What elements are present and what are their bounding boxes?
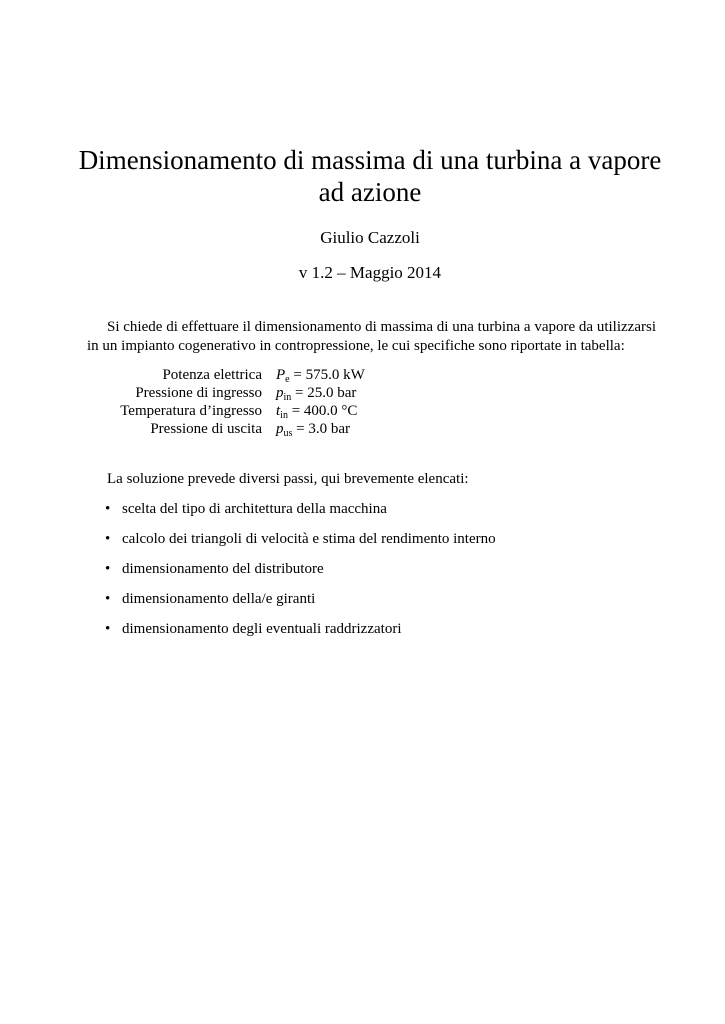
bullet-icon: • xyxy=(105,561,111,577)
bullet-icon: • xyxy=(105,621,111,637)
version-date: v 1.2 – Maggio 2014 xyxy=(298,263,442,282)
bullet-icon: • xyxy=(105,501,111,517)
list-item xyxy=(105,530,496,560)
spec-value: = 575.0 kW xyxy=(293,367,365,383)
spec-symbol: p xyxy=(276,385,284,401)
spec-value: = 400.0 °C xyxy=(291,403,358,419)
spec-value-cell xyxy=(276,366,365,384)
list-item xyxy=(105,500,496,530)
spec-subscript: in xyxy=(283,392,292,403)
spec-symbol: P xyxy=(276,367,286,383)
list-item xyxy=(105,620,496,650)
spec-subscript: in xyxy=(280,410,288,421)
spec-value-cell xyxy=(276,384,365,402)
spec-value: = 3.0 bar xyxy=(296,421,351,437)
solution-intro: La soluzione prevede diversi passi, qui brevemente elencati: xyxy=(107,471,469,487)
steps-list xyxy=(105,500,496,650)
author-name: Giulio Cazzoli xyxy=(320,228,420,247)
spec-row xyxy=(100,366,365,384)
spec-symbol: p xyxy=(276,421,284,437)
spec-row xyxy=(100,402,365,420)
spec-label: Temperatura d’ingresso xyxy=(120,403,262,419)
spec-label: Pressione di ingresso xyxy=(135,385,262,401)
title-line-1: Dimensionamento di massima di una turbina a vapore xyxy=(78,145,662,175)
spec-value: = 25.0 bar xyxy=(295,385,357,401)
spec-value-cell xyxy=(276,420,365,438)
document-title xyxy=(60,144,680,208)
step-text: scelta del tipo di architettura della macchina xyxy=(122,501,387,517)
spec-symbol: t xyxy=(276,403,281,419)
bullet-icon: • xyxy=(105,591,111,607)
list-item xyxy=(105,560,496,590)
title-line-2: ad azione xyxy=(318,177,422,207)
step-text: dimensionamento del distributore xyxy=(122,561,324,577)
spec-row xyxy=(100,384,365,402)
spec-value-cell xyxy=(276,402,365,420)
step-text: dimensionamento degli eventuali raddrizzatori xyxy=(122,621,402,637)
step-text: dimensionamento della/e giranti xyxy=(122,591,316,607)
specs-table xyxy=(100,366,365,438)
bullet-icon: • xyxy=(105,531,111,547)
spec-label: Potenza elettrica xyxy=(162,367,262,383)
spec-subscript: e xyxy=(285,374,290,385)
step-text: calcolo dei triangoli di velocità e stima del rendimento interno xyxy=(122,531,496,547)
list-item xyxy=(105,590,496,620)
intro-paragraph: Si chiede di effettuare il dimensionamento di massima di una turbina a vapore da utilizzarsi in un impianto cogenerativo in contropressione, le cui specifiche sono riportate in tabella: xyxy=(87,319,656,354)
spec-label: Pressione di uscita xyxy=(150,421,262,437)
spec-subscript: us xyxy=(283,428,293,439)
spec-row xyxy=(100,420,365,438)
